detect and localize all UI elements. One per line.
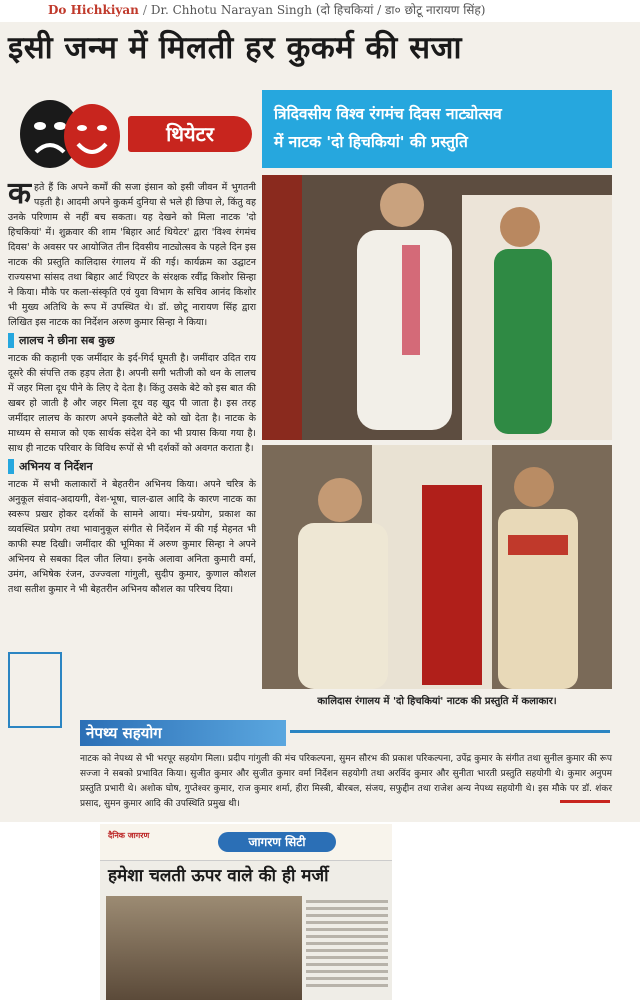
heading-rule <box>290 730 610 733</box>
page-title: Dr. Chhotu Narayan Singh (दो हिचकियां / डा० छोटू नारायण सिंह) <box>150 3 486 17</box>
event-banner <box>262 90 612 168</box>
mini-masthead-brand: दैनिक जागरण <box>108 831 150 840</box>
mini-text-lines <box>306 896 388 1000</box>
subheading-acting: अभिनय व निर्देशन <box>8 459 256 474</box>
play-photo-2 <box>262 445 612 689</box>
section-text-greed: नाटक की कहानी एक जमींदार के इर्द-गिर्द घूमती है। जमींदार उदित राय दूसरे की संपत्ति तक हड़प लेता है। अपनी सगी भतीजी को धन के लालच में जहर मिला दूध पीने के लिए दे देता है। किंतु उसके बेटे को इस बात की खबर हो जाती है और जहर मिला दूध वह खुद पी जाता है। इस तरह जमींदार लालच के कारण अपने इकलौते बेटे को खो देता है। नाटक के माध्यम से समाज को एक सार्थक संदेश देने का भी प्रयास किया गया है। साथ ही नाटक परिवार के विविध रूपों से भी दर्शकों को अवगत कराता है। <box>8 353 256 454</box>
breadcrumb <box>0 0 640 22</box>
banner-line-2: में नाटक 'दो हिचकियां' की प्रस्तुति <box>274 133 468 151</box>
theatre-section-badge <box>10 96 250 172</box>
drop-cap: क <box>8 176 32 211</box>
subheading-greed: लालच ने छीना सब कुछ <box>8 333 256 348</box>
mini-city-label: जागरण सिटी <box>218 832 336 852</box>
article-headline: इसी जन्म में मिलती हर कुकर्म की सजा <box>8 30 463 66</box>
theatre-masks-icon <box>10 96 128 172</box>
play-photo-1 <box>262 175 612 440</box>
section-text-acting: नाटक में सभी कलाकारों ने बेहतरीन अभिनय किया। अपने चरित्र के अनुकूल संवाद-अदायगी, वेश-भूषा, चाल-ढाल आदि के कारण नाटक का स्वरूप प्रखर होकर दर्शकों के सामने आया। मंच-प्रयोग, प्रकाश का व्यवस्थित प्रयोग तथा भावानुकूल संगीत से निर्देशन में की गई मेहनत भी काफी स्पष्ट दिखी। जमींदार की भूमिका में अरुण कुमार सिन्हा ने अपने अभिनय से सबका दिल जीत लिया। इनके अलावा अनिता कुमारी वर्मा, उमंग, अभिषेक रंजन, उज्ज्वला गांगुली, सुदीप कुमार, कुणाल कौशल तथा सतीश कुमार ने भी बेहतरीन अभिनय कौशल का परिचय दिया। <box>8 479 256 595</box>
actors-illustration-2 <box>262 445 612 689</box>
lead-text: हते हैं कि अपने कर्मों की सजा इंसान को इसी जीवन में भुगतनी पड़ती है। आदमी अपने कुकर्म दुनिया से भले ही छिपा ले, किंतु वह उनके परिणाम से नहीं बच सकता। यह देखने को मिला नाटक 'दो हिचकियां' में। शुक्रवार की शाम 'बिहार आर्ट थियेटर' द्वारा 'विश्व रंगमंच दिवस' के अवसर पर आयोजित तीन दिवसीय नाट्योत्सव के पहले दिन इस नाटक की प्रस्तुति कालिदास रंगालय में की गई। कार्यक्रम का उद्घाटन राज्यसभा सांसद तथा बिहार आर्ट थिएटर के संरक्षक रवींद्र किशोर सिन्हा ने किया। मौके पर कला-संस्कृति एवं युवा विभाग के सचिव आनंद किशोर भी मुख्य अतिथि के रूप में उपस्थित थे। डॉ. छोटू नारायण सिंह द्वारा लिखित इस नाटक का निर्देशन अरुण कुमार सिन्हा ने किया। <box>8 182 256 328</box>
article-body <box>8 176 256 597</box>
end-rule <box>560 800 610 803</box>
theatre-label: थियेटर <box>128 116 252 152</box>
photo-caption: कालिदास रंगालय में 'दो हिचकियां' नाटक की प्रस्तुति में कलाकार। <box>317 696 557 707</box>
sidebar-box <box>8 652 62 728</box>
mini-photo <box>106 896 302 1000</box>
backstage-heading: नेपथ्य सहयोग <box>80 720 286 746</box>
site-link[interactable]: Do Hichkiyan <box>48 3 139 17</box>
banner-line-1: त्रिदिवसीय विश्व रंगमंच दिवस नाट्योत्सव <box>274 105 502 123</box>
lead-paragraph <box>8 176 256 330</box>
backstage-text: नाटक को नेपथ्य से भी भरपूर सहयोग मिला। प्रदीप गांगुली की मंच परिकल्पना, सुमन सौरभ की प्रकाश परिकल्पना, उपेंद्र कुमार के संगीत तथा सुनील कुमार की रूप सज्जा ने सबको प्रभावित किया। सुजीत कुमार और सुजीत कुमार वर्मा निर्देशन सहयोगी तथा अरविंद कुमार और सुनीता भारती प्रस्तुति सहयोगी थे। कुमार अनुपम प्रस्तुति प्रभारी थे। अशोक घोष, गुप्तेश्वर कुमार, राज कुमार शर्मा, हीरा मिस्त्री, बीरबल, संजय, सफुद्दीन तथा राजेश अन्य नेपथ्य सहयोगी थे। इस मौके पर डॉ. शंकर प्रसाद, सुमन कुमार आदि की उपस्थिति प्रमुख थी। <box>80 754 612 809</box>
mini-masthead <box>100 824 392 861</box>
breadcrumb-separator: / <box>142 3 147 17</box>
mini-headline: हमेशा चलती ऊपर वाले की ही मर्जी <box>108 866 329 886</box>
actors-illustration-1 <box>262 175 612 440</box>
clipping-thumbnail[interactable] <box>100 824 392 1000</box>
